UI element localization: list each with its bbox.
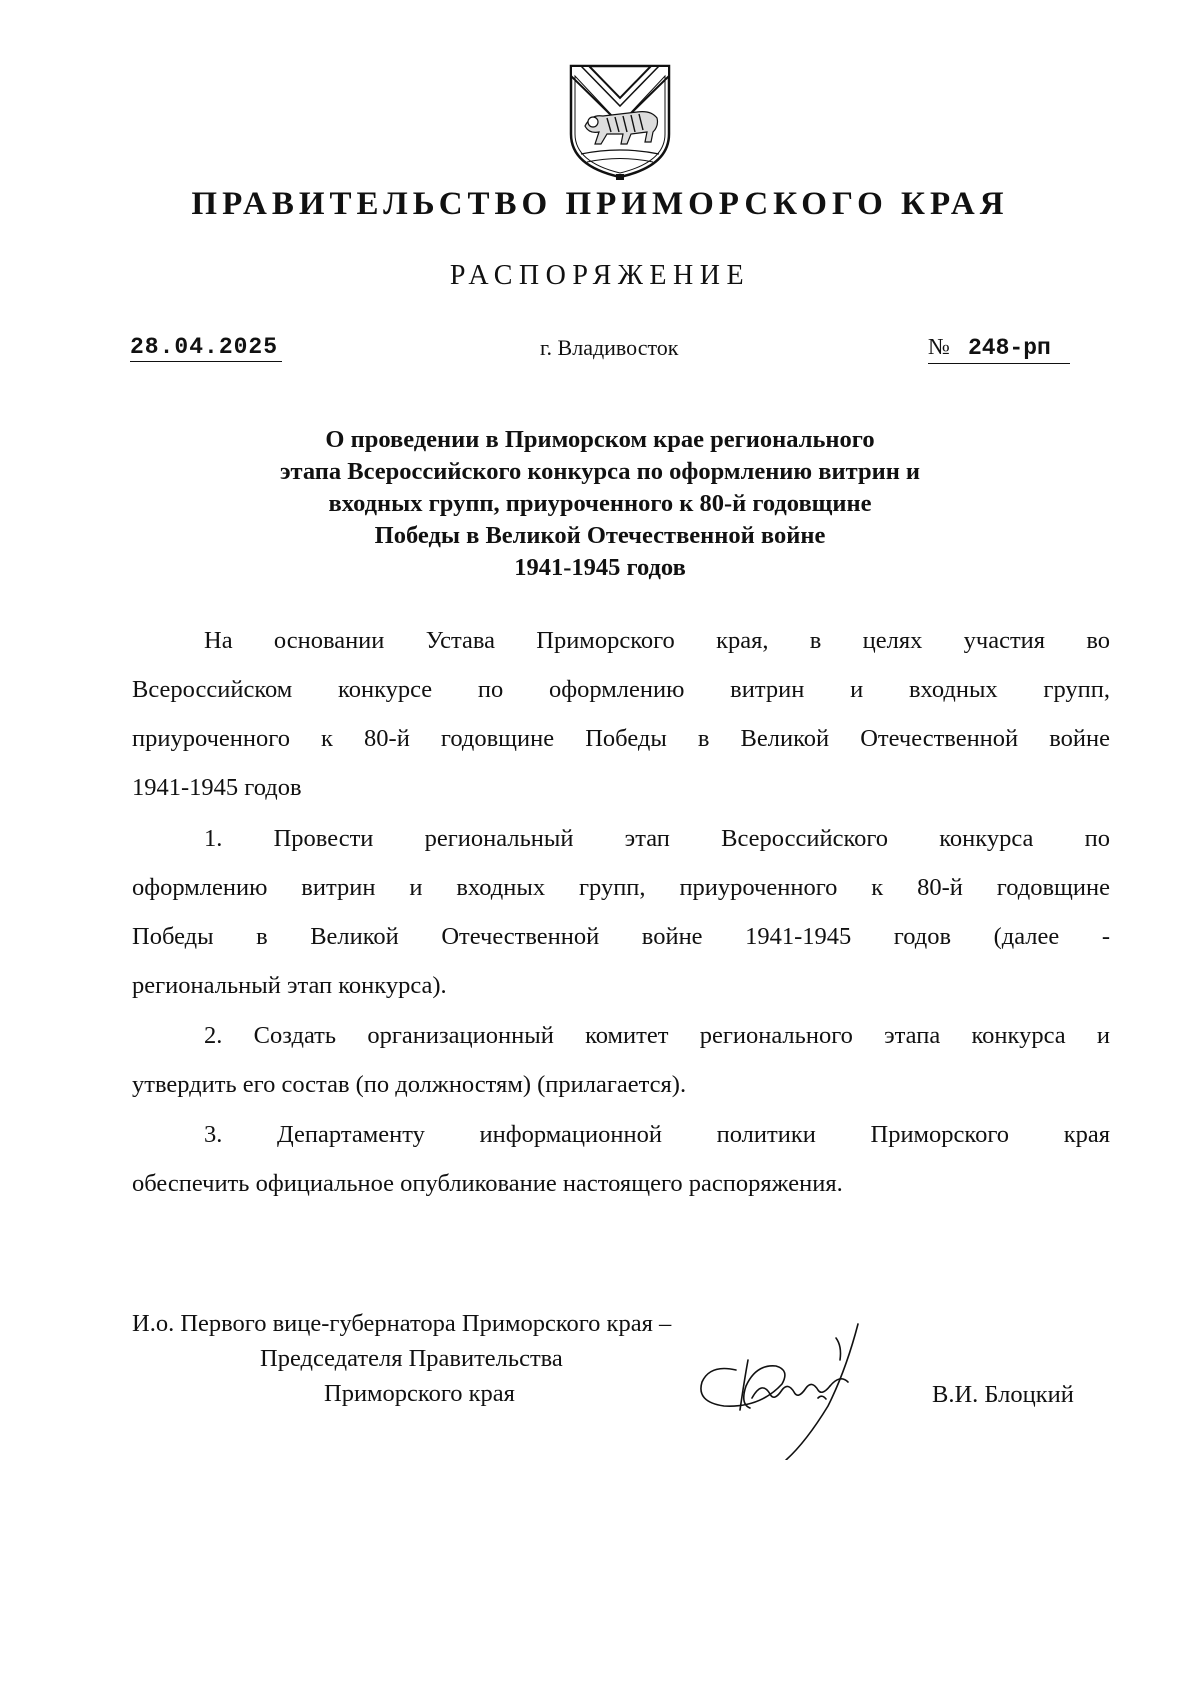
item-1-paragraph [132, 814, 1110, 1010]
subject-line: 1941-1945 годов [514, 554, 686, 581]
text-line: 2. Создать организационный комитет регионального этапа конкурса и [204, 1022, 1110, 1049]
text-line: приуроченного к 80-й годовщине Победы в Великой Отечественной войне [132, 725, 1110, 752]
primorye-coat-of-arms-icon [567, 62, 673, 180]
handwritten-signature-icon [690, 1320, 890, 1460]
text-line: 1. Провести региональный этап Всероссийского конкурса по [204, 825, 1110, 852]
text-line: Победы в Великой Отечественной войне 1941-1945 годов (далее - [132, 923, 1110, 950]
text-line: оформлению витрин и входных групп, приуроченного к 80-й годовщине [132, 874, 1110, 901]
document-number: 248-рп [968, 335, 1051, 361]
text-line: Всероссийском конкурсе по оформлению витрин и входных групп, [132, 676, 1110, 703]
preamble-paragraph [132, 616, 1110, 812]
subject-line: Победы в Великой Отечественной войне [374, 522, 826, 549]
item-2-paragraph [132, 1011, 1110, 1109]
text-line: утвердить его состав (по должностям) (прилагается). [132, 1071, 687, 1098]
number-sign: № [928, 334, 950, 359]
document-number-field [928, 333, 1070, 364]
subject-line: О проведении в Приморском крае регионального [325, 426, 875, 453]
text-line: региональный этап конкурса). [132, 972, 447, 999]
signer-name: В.И. Блоцкий [932, 1381, 1074, 1408]
position-line: И.о. Первого вице-губернатора Приморского края – [132, 1310, 672, 1337]
document-city: г. Владивосток [540, 335, 679, 360]
position-line: Приморского края [324, 1380, 515, 1407]
text-line: 3. Департаменту информационной политики Приморского края [204, 1121, 1110, 1148]
document-date: 28.04.2025 [130, 333, 282, 362]
document-subject [150, 424, 1050, 584]
government-title: ПРАВИТЕЛЬСТВО ПРИМОРСКОГО КРАЯ [191, 186, 1009, 222]
text-line: обеспечить официальное опубликование настоящего распоряжения. [132, 1170, 843, 1197]
text-line: 1941-1945 годов [132, 774, 302, 801]
text-line: На основании Устава Приморского края, в целях участия во [204, 627, 1110, 654]
position-line: Председателя Правительства [260, 1345, 563, 1372]
subject-line: этапа Всероссийского конкурса по оформлению витрин и [279, 458, 921, 485]
document-type: РАСПОРЯЖЕНИЕ [449, 260, 751, 291]
item-3-paragraph [132, 1110, 1110, 1208]
subject-line: входных групп, приуроченного к 80-й годовщине [328, 490, 872, 517]
